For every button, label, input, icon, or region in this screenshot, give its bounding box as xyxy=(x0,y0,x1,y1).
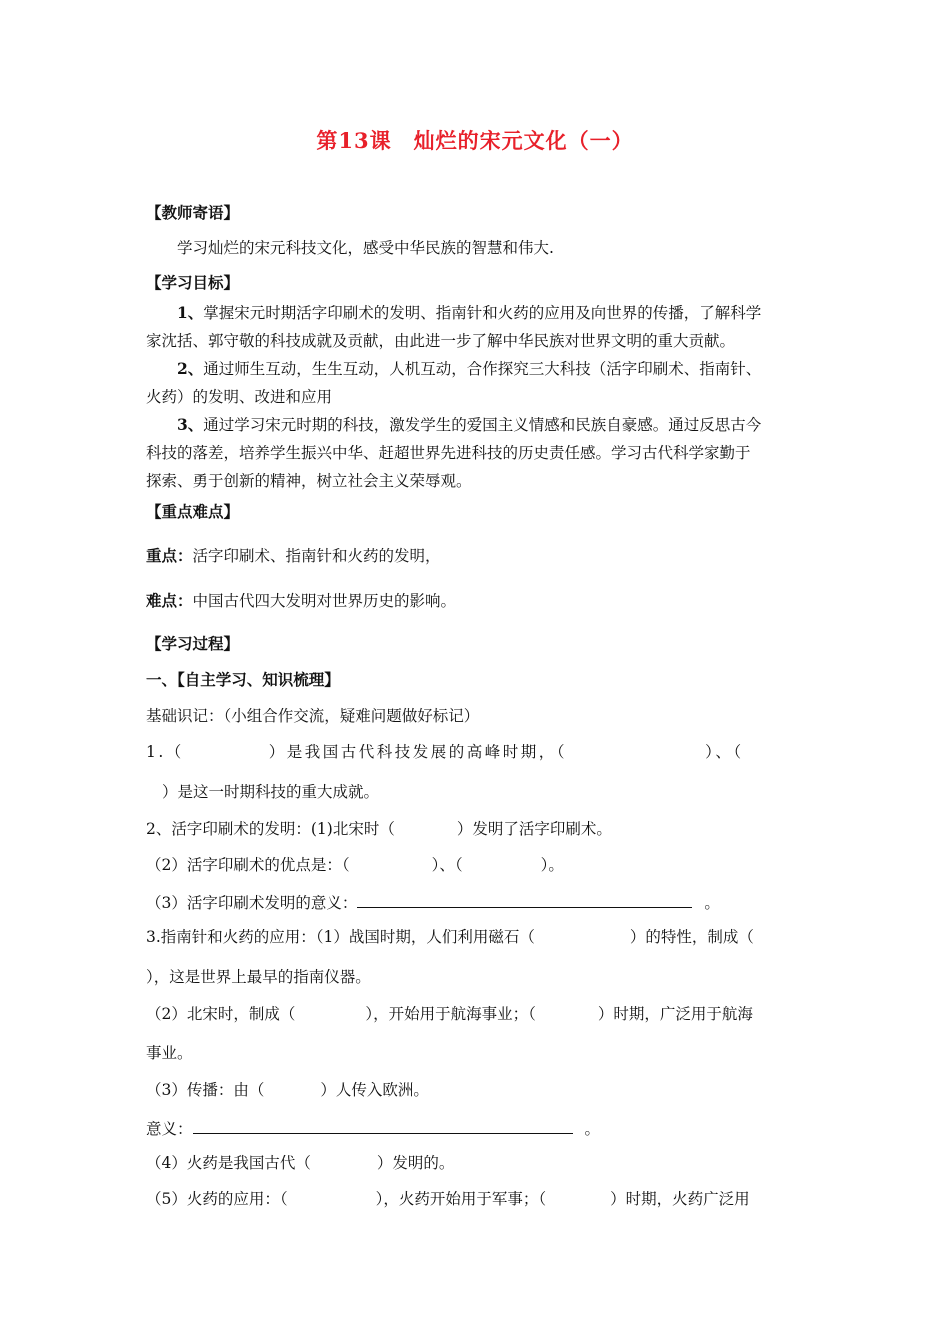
objectives-heading: 【学习目标】 xyxy=(146,273,240,292)
objective-2-line-1 xyxy=(177,359,761,379)
objective-1-text-1: 掌握宋元时期活字印刷术的发明、指南针和火药的应用及向世界的传播，了解科学 xyxy=(203,304,762,322)
question-3-3-line xyxy=(146,1080,429,1100)
q3-5-part-b: ），火药开始用于军事；（ xyxy=(375,1190,547,1208)
page-title: 第13课 灿烂的宋元文化（一） xyxy=(316,128,634,153)
objective-3-line-1 xyxy=(177,415,761,435)
focus-text: 活字印刷术、指南针和火药的发明， xyxy=(192,547,441,565)
teacher-message-text: 学习灿烂的宋元科技文化，感受中华民族的智慧和伟大. xyxy=(177,239,554,257)
q1-part-c: ）、（ xyxy=(705,743,744,761)
q2-part-a: 2、活字印刷术的发明：(1)北宋时（ xyxy=(146,820,395,838)
q3-part-a: 3.指南针和火药的应用：（1）战国时期，人们利用磁石（ xyxy=(146,928,535,946)
question-3-2-line-1 xyxy=(146,1004,753,1024)
meaning-line xyxy=(146,1117,600,1139)
q3-2-part-c: ）时期，广泛用于航海 xyxy=(597,1005,753,1023)
question-3-line-2: ），这是世界上最早的指南仪器。 xyxy=(146,968,371,986)
q3-2-part-b: ），开始用于航海事业；（ xyxy=(365,1005,536,1023)
focus-label: 重点： xyxy=(146,546,193,565)
question-3-line-1 xyxy=(146,927,754,947)
objective-1-line-2: 家沈括、郭守敬的科技成就及贡献，由此进一步了解中华民族对世界文明的重大贡献。 xyxy=(146,332,736,350)
answer-underline[interactable] xyxy=(193,1117,573,1134)
q3-4-part-b: ）发明的。 xyxy=(376,1154,455,1172)
focus-line xyxy=(146,546,441,566)
question-2-line xyxy=(146,819,612,839)
q1-part-a: 1.（ xyxy=(146,743,184,761)
objective-3-line-3: 探索、勇于创新的精神，树立社会主义荣辱观。 xyxy=(146,472,472,490)
difficulty-label: 难点： xyxy=(146,591,193,610)
objective-3-text-1: 通过学习宋元时期的科技，激发学生的爱国主义情感和民族自豪感。通过反思古今 xyxy=(203,416,762,434)
q3-2-part-a: （2）北宋时，制成（ xyxy=(146,1005,296,1023)
objective-3-line-2: 科技的落差，培养学生振兴中华、赶超世界先进科技的历史责任感。学习古代科学家勤于 xyxy=(146,444,751,462)
question-3-5-line xyxy=(146,1189,750,1209)
key-points-heading: 【重点难点】 xyxy=(146,502,240,521)
question-2-2-line xyxy=(146,855,564,875)
q2-2-part-c: ）。 xyxy=(540,856,564,874)
teacher-message-heading: 【教师寄语】 xyxy=(146,203,240,222)
q2-3-part-b: 。 xyxy=(704,894,720,912)
q3-5-part-c: ）时期，火药广泛用 xyxy=(610,1190,750,1208)
basics-instruction: 基础识记：（小组合作交流，疑难问题做好标记） xyxy=(146,707,480,725)
difficulty-line xyxy=(146,591,456,611)
q3-4-part-a: （4）火药是我国古代（ xyxy=(146,1154,311,1172)
q2-part-b: ）发明了活字印刷术。 xyxy=(456,820,612,838)
meaning-label: 意义： xyxy=(146,1120,193,1138)
q3-5-part-a: （5）火药的应用：（ xyxy=(146,1190,288,1208)
question-3-4-line xyxy=(146,1153,454,1173)
q1-part-b: ）是我国古代科技发展的高峰时期，（ xyxy=(268,743,568,761)
objective-2-line-2: 火药）的发明、改进和应用 xyxy=(146,388,333,406)
objective-3-number: 3、 xyxy=(177,415,204,434)
question-1-line-1 xyxy=(146,742,744,762)
q2-2-part-b: ）、（ xyxy=(431,856,463,874)
process-heading: 【学习过程】 xyxy=(146,634,240,653)
objective-2-number: 2、 xyxy=(177,359,204,378)
question-2-3-line xyxy=(146,891,720,913)
meaning-end: 。 xyxy=(584,1120,601,1138)
answer-underline[interactable] xyxy=(357,891,692,908)
question-1-line-2: ）是这一时期科技的重大成就。 xyxy=(162,783,380,801)
objective-1-number: 1、 xyxy=(177,303,204,322)
difficulty-text: 中国古代四大发明对世界历史的影响。 xyxy=(192,592,457,610)
q3-3-part-b: ）人传入欧洲。 xyxy=(320,1081,429,1099)
q2-2-part-a: （2）活字印刷术的优点是：（ xyxy=(146,856,350,874)
objective-2-text-1: 通过师生互动，生生互动，人机互动，合作探究三大科技（活字印刷术、指南针、 xyxy=(203,360,762,378)
q2-3-part-a: （3）活字印刷术发明的意义： xyxy=(146,894,358,912)
q3-part-b: ）的特性，制成（ xyxy=(629,928,754,946)
q3-3-part-a: （3）传播：由（ xyxy=(146,1081,265,1099)
question-3-2-line-2: 事业。 xyxy=(146,1044,193,1062)
objective-1-line-1 xyxy=(177,303,761,323)
section-1-heading: 一、【自主学习、知识梳理】 xyxy=(146,670,340,689)
